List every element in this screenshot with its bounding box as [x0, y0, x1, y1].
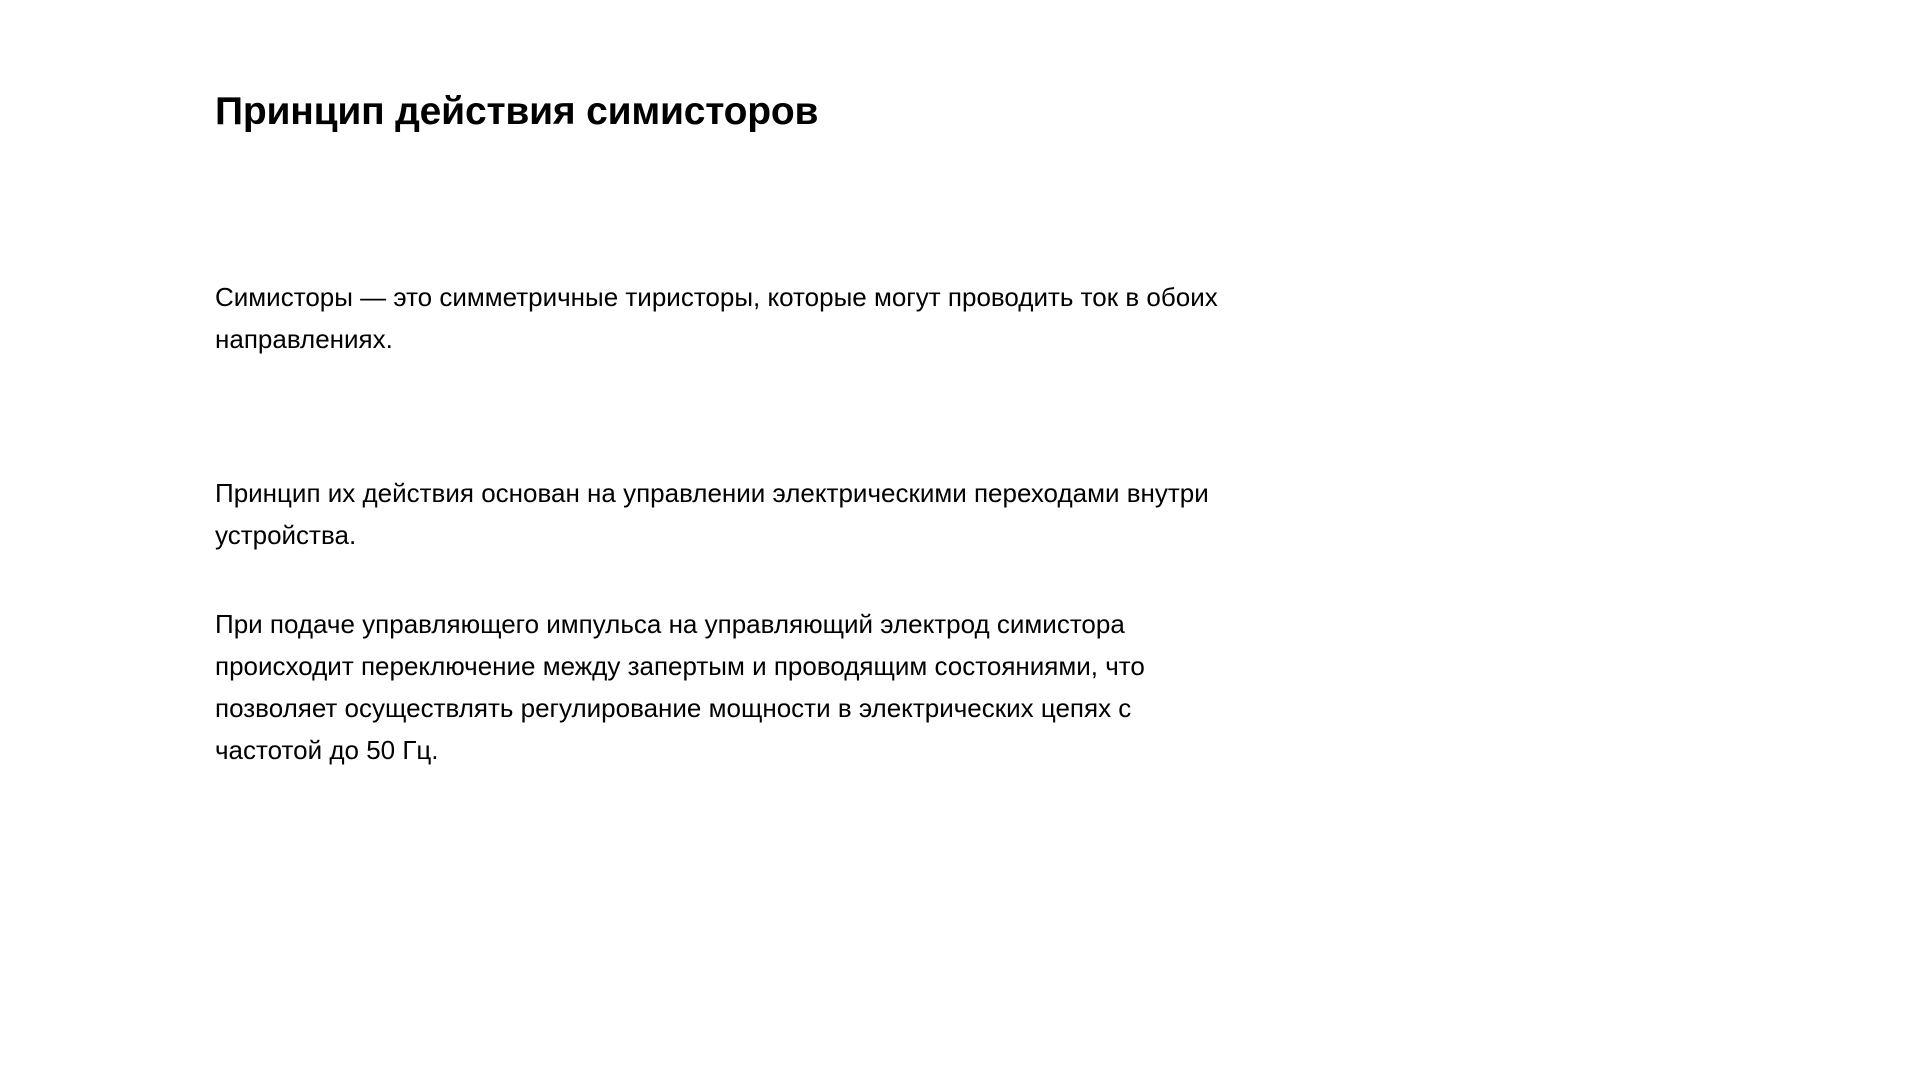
paragraph-definition: Симисторы — это симметричные тиристоры, которые могут проводить ток в обоих направлениях. [215, 282, 1218, 354]
paragraph-principle: Принцип их действия основан на управлении электрическими переходами внутри устройства. [215, 478, 1209, 550]
slide-title: Принцип действия симисторов [215, 90, 819, 133]
paragraph-switching: При подаче управляющего импульса на управляющий электрод симистора происходит переключение между запертым и проводящим состояниями, что позволяет осуществлять регулирование мощности в электрических цепях с частотой до 50 Гц. [215, 609, 1145, 765]
